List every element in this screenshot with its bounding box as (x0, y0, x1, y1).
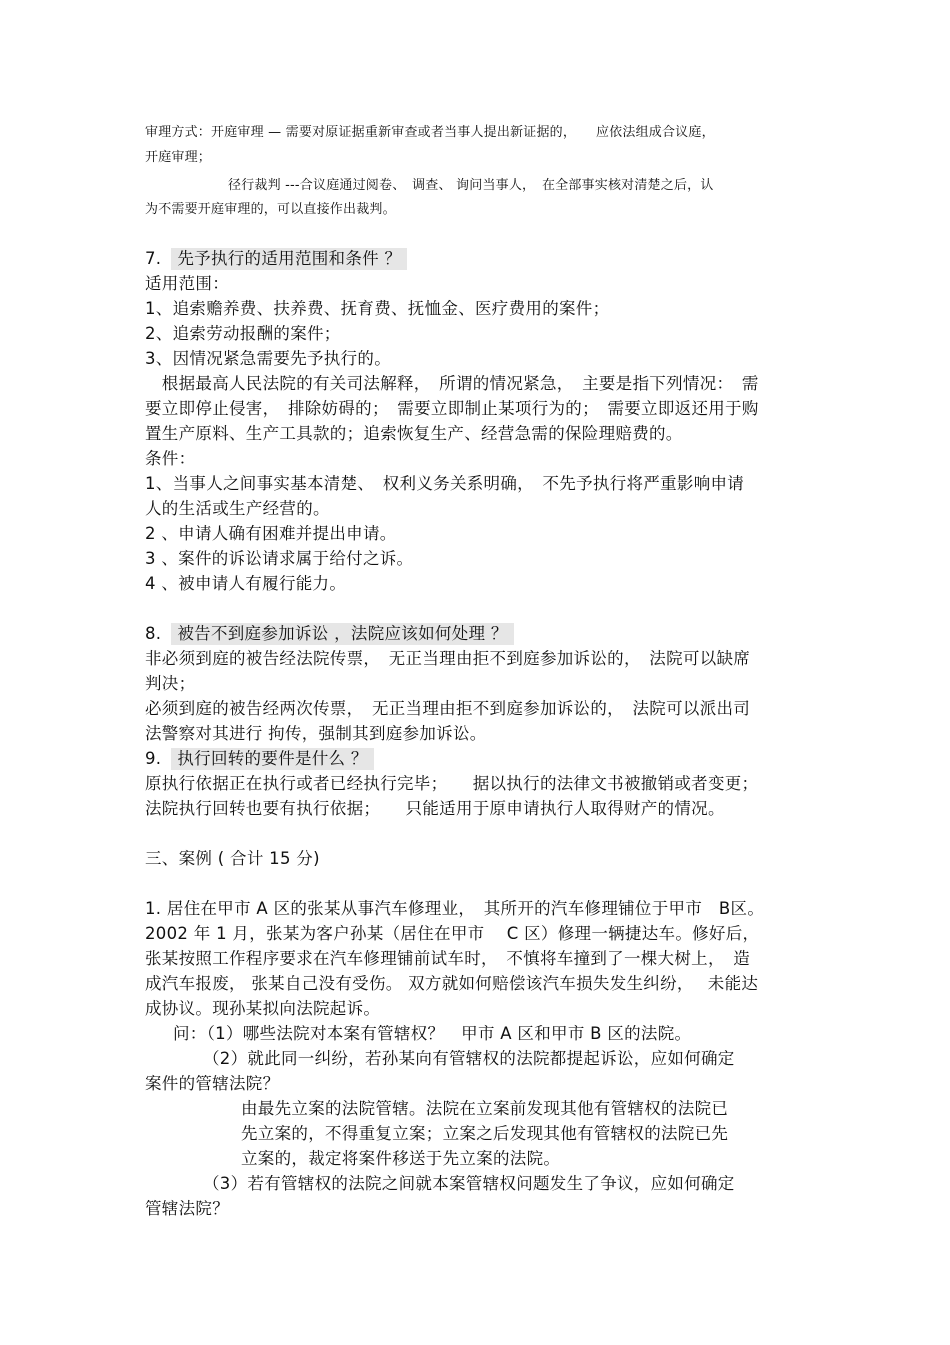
question-9-number: 9. (145, 749, 162, 768)
q7-scope-label: 适用范围： (145, 274, 229, 293)
case-1-question-3a: （3）若有管辖权的法院之间就本案管辖权问题发生了争议，应如何确定 (203, 1174, 735, 1193)
question-8-number: 8. (145, 624, 162, 643)
case-1-answer-2a: 由最先立案的法院管辖。法院在立案前发现其他有管辖权的法院已 (241, 1099, 729, 1118)
case-1-question-2b: 案件的管辖法院？ (145, 1074, 280, 1093)
question-9-title: 执行回转的要件是什么 ？ (171, 748, 373, 770)
q7-condition-1a: 1、当事人之间事实基本清楚、 权利义务关系明确， 不先予执行将严重影响申请 (145, 474, 745, 493)
case-1-question-2a: （2）就此同一纠纷，若孙某向有管辖权的法院都提起诉讼，应如何确定 (203, 1049, 735, 1068)
case-1-question-3b: 管辖法院？ (145, 1199, 229, 1218)
section-3-heading: 三、案例 ( 合计 15 分) (145, 849, 320, 868)
q7-item-1: 1、追索赡养费、扶养费、抚育费、抚恤金、医疗费用的案件； (145, 299, 610, 318)
case-1-answer-2c: 立案的，裁定将案件移送于先立案的法院。 (241, 1149, 561, 1168)
question-9-heading (145, 745, 374, 769)
q7-paragraph-line-1: 根据最高人民法院的有关司法解释， 所谓的情况紧急， 主要是指下列情况： 需 (145, 374, 759, 393)
question-8-heading (145, 620, 514, 644)
q8-answer-line-2: 判决； (145, 674, 196, 693)
case-1-line-5: 成协议。现孙某拟向法院起诉。 (145, 999, 381, 1018)
intro-line-3: 径行裁判 ---合议庭通过阅卷、 调查、 询问当事人， 在全部事实核对清楚之后，认 (228, 178, 714, 193)
case-1-line-3: 张某按照工作程序要求在汽车修理铺前试车时， 不慎将车撞到了一棵大树上， 造 (145, 949, 751, 968)
q7-item-3: 3、因情况紧急需要先予执行的。 (145, 349, 391, 368)
question-8-title: 被告不到庭参加诉讼 ，法院应该如何处理 ？ (171, 623, 513, 645)
case-1-line-4: 成汽车报废， 张某自己没有受伤。 双方就如何赔偿该汽车损失发生纠纷， 未能达 (145, 974, 759, 993)
q7-item-2: 2、追索劳动报酬的案件； (145, 324, 341, 343)
q7-paragraph-line-2: 要立即停止侵害， 排除妨碍的； 需要立即制止某项行为的； 需要立即返还用于购 (145, 399, 759, 418)
question-7-number: 7. (145, 249, 162, 268)
intro-line-2: 开庭审理； (145, 150, 212, 165)
q9-answer-line-2: 法院执行回转也要有执行依据； 只能适用于原申请执行人取得财产的情况。 (145, 799, 725, 818)
intro-line-1: 审理方式：开庭审理 — 需要对原证据重新审查或者当事人提出新证据的， 应依法组成合议庭， (145, 125, 715, 140)
q7-condition-3: 3 、案件的诉讼请求属于给付之诉。 (145, 549, 414, 568)
case-1-answer-2b: 先立案的，不得重复立案；立案之后发现其他有管辖权的法院已先 (241, 1124, 729, 1143)
q7-condition-4: 4 、被申请人有履行能力。 (145, 574, 347, 593)
case-1-line-1: 1. 居住在甲市 A 区的张某从事汽车修理业， 其所开的汽车修理铺位于甲市 B区。 (145, 899, 765, 918)
intro-line-4: 为不需要开庭审理的，可以直接作出裁判。 (145, 202, 396, 217)
q7-condition-label: 条件： (145, 449, 196, 468)
case-1-line-2: 2002 年 1 月，张某为客户孙某（居住在甲市 C 区）修理一辆捷达车。修好后， (145, 924, 760, 943)
case-1-question-1: 问：（1）哪些法院对本案有管辖权？ 甲市 A 区和甲市 B 区的法院。 (173, 1024, 692, 1043)
q7-condition-1b: 人的生活或生产经营的。 (145, 499, 330, 518)
q7-paragraph-line-3: 置生产原料、生产工具款的；追索恢复生产、经营急需的保险理赔费的。 (145, 424, 683, 443)
q8-answer-line-1: 非必须到庭的被告经法院传票， 无正当理由拒不到庭参加诉讼的， 法院可以缺席 (145, 649, 751, 668)
q9-answer-line-1: 原执行依据正在执行或者已经执行完毕； 据以执行的法律文书被撤销或者变更； (145, 774, 759, 793)
q8-answer-line-3: 必须到庭的被告经两次传票， 无正当理由拒不到庭参加诉讼的， 法院可以派出司 (145, 699, 751, 718)
q7-condition-2: 2 、申请人确有困难并提出申请。 (145, 524, 397, 543)
question-7-title: 先予执行的适用范围和条件 ？ (171, 248, 407, 270)
question-7-heading (145, 245, 407, 269)
q8-answer-line-4: 法警察对其进行 拘传，强制其到庭参加诉讼。 (145, 724, 487, 743)
